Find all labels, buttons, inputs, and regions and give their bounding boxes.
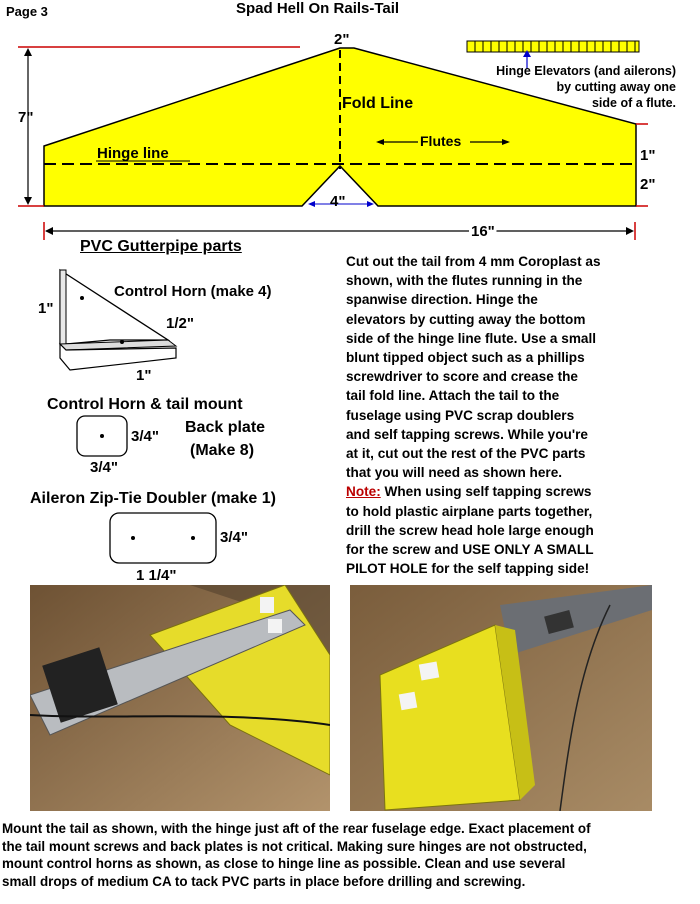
hinge-note bbox=[440, 63, 676, 111]
instruction-line: Cut out the tail from 4 mm Coroplast as bbox=[346, 254, 601, 269]
bottom-line: mount control horns as shown, as close to hinge line as possible. Clean and use several bbox=[2, 856, 566, 871]
photo-tail-mounted-left bbox=[30, 585, 330, 811]
tail-diagram bbox=[0, 24, 700, 244]
photo-tail-mounted-right bbox=[350, 585, 652, 811]
note-line: for the screw and USE ONLY A SMALL bbox=[346, 542, 594, 558]
back-plate-label-1: Back plate bbox=[185, 419, 266, 436]
arrowhead bbox=[626, 227, 634, 235]
hinge-note-line: Hinge Elevators (and ailerons) bbox=[496, 64, 676, 78]
horn-dim-1: 1" bbox=[38, 300, 54, 317]
bottom-instructions bbox=[2, 820, 700, 890]
instruction-line: elevators by cutting away the bottom bbox=[346, 311, 586, 327]
instruction-line: tail fold line. Attach the tail to the bbox=[346, 388, 560, 404]
page-title: Spad Hell On Rails-Tail bbox=[236, 0, 400, 17]
dim-notch-label: 4" bbox=[330, 193, 346, 210]
arrowhead bbox=[24, 197, 32, 205]
page-label: Page 3 bbox=[6, 4, 48, 19]
bottom-line: Mount the tail as shown, with the hinge just aft of the rear fuselage edge. Exact placement of bbox=[2, 821, 591, 836]
instructions-text bbox=[346, 252, 698, 578]
note-word: Note: bbox=[346, 484, 381, 500]
pvc-parts-diagram bbox=[0, 258, 340, 588]
doubler-dim-bottom: 1 1/4" bbox=[136, 567, 177, 584]
dim-height-label: 7" bbox=[18, 109, 34, 126]
dim-right-top-label: 1" bbox=[640, 147, 656, 164]
dim-span-label: 16" bbox=[471, 223, 495, 240]
instruction-line: screwdriver to score and crease the bbox=[346, 369, 578, 385]
flutes-label: Flutes bbox=[420, 133, 462, 149]
horn-dim-half: 1/2" bbox=[166, 315, 194, 332]
back-plate-heading: Control Horn & tail mount bbox=[47, 396, 243, 413]
plate-dim-bottom: 3/4" bbox=[90, 459, 118, 476]
control-horn-label: Control Horn (make 4) bbox=[114, 283, 272, 300]
doubler-dim-side: 3/4" bbox=[220, 529, 248, 546]
instruction-line: and self tapping screws. While you're bbox=[346, 426, 588, 442]
plate-dim-side: 3/4" bbox=[131, 428, 159, 445]
doubler-drawing bbox=[110, 513, 216, 563]
instruction-line: that you will need as shown here. bbox=[346, 465, 563, 481]
hinge-line-label: Hinge line bbox=[97, 145, 169, 162]
bottom-line: the tail mount screws and back plates is not critical. Making sure hinges are not obstructed, bbox=[2, 838, 587, 854]
flute-strip bbox=[467, 41, 639, 52]
back-plate-label-2: (Make 8) bbox=[190, 442, 255, 459]
arrowhead bbox=[367, 201, 374, 207]
arrowhead bbox=[45, 227, 53, 235]
arrowhead bbox=[24, 48, 32, 56]
note-line: PILOT HOLE for the self tapping side! bbox=[346, 561, 590, 577]
note-first-line: When using self tapping screws bbox=[380, 484, 592, 500]
pvc-parts-title: PVC Gutterpipe parts bbox=[80, 238, 242, 255]
note-line: drill the screw head hole large enough bbox=[346, 522, 594, 538]
instruction-line: blunt tipped object such as a phillips bbox=[346, 350, 585, 366]
instruction-line: fuselage using PVC scrap doublers bbox=[346, 407, 575, 423]
hinge-note-line: side of a flute. bbox=[591, 96, 676, 110]
note-line: to hold plastic airplane parts together, bbox=[346, 503, 593, 519]
horn-dim-bottom: 1" bbox=[136, 367, 152, 384]
hinge-note-line: by cutting away one bbox=[556, 80, 676, 94]
instruction-line: side of the hinge line flute. Use a small bbox=[346, 330, 597, 346]
fold-line-label: Fold Line bbox=[342, 95, 414, 112]
arrowhead bbox=[308, 201, 315, 207]
instruction-line: spanwise direction. Hinge the bbox=[346, 292, 538, 308]
doubler-label: Aileron Zip-Tie Doubler (make 1) bbox=[30, 490, 276, 507]
note-line bbox=[346, 482, 698, 501]
dim-right-bottom-label: 2" bbox=[640, 176, 656, 193]
bottom-line: small drops of medium CA to tack PVC parts in place before drilling and screwing. bbox=[2, 873, 526, 889]
instruction-line: at it, cut out the rest of the PVC parts bbox=[346, 446, 586, 462]
dim-top-label: 2" bbox=[334, 31, 350, 48]
instruction-line: shown, with the flutes running in the bbox=[346, 273, 583, 289]
